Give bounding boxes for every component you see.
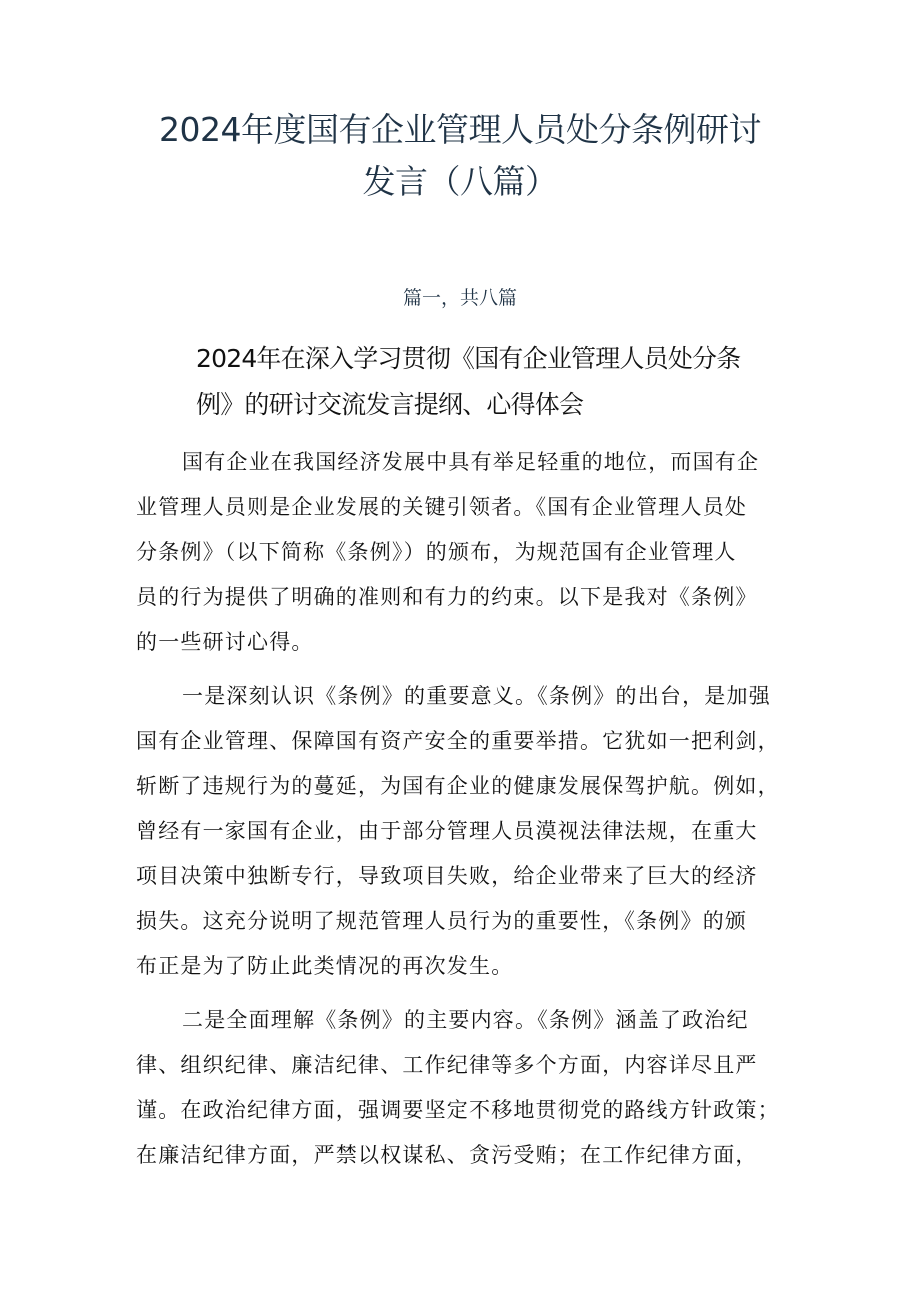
paragraph-line: 员的行为提供了明确的准则和有力的约束。以下是我对《条例》 [136, 585, 758, 609]
paragraph-3 [136, 998, 788, 1178]
document-title-line: 2024年度国有企业管理人员处分条例研讨 [159, 110, 761, 149]
document-title [100, 104, 820, 208]
article-title-line: 2024年在深入学习贯彻《国有企业管理人员处分条 [196, 344, 741, 373]
article-title-line: 例》的研讨交流发言提纲、心得体会 [196, 390, 584, 419]
paragraph-1 [136, 440, 788, 665]
paragraph-line: 布正是为了防止此类情况的再次发生。 [136, 954, 514, 978]
article-title [196, 336, 796, 428]
paragraph-line: 律、组织纪律、廉洁纪律、工作纪律等多个方面，内容详尽且严 [136, 1053, 758, 1077]
paragraph-line: 斩断了违规行为的蔓延，为国有企业的健康发展保驾护航。例如， [136, 774, 780, 798]
paragraph-line: 的一些研讨心得。 [136, 630, 314, 654]
paragraph-line: 损失。这充分说明了规范管理人员行为的重要性，《条例》的颁 [136, 909, 748, 933]
paragraph-line: 在廉洁纪律方面，严禁以权谋私、贪污受贿；在工作纪律方面， [136, 1143, 758, 1167]
section-label: 篇一，共八篇 [402, 287, 517, 309]
paragraph-line: 谨。在政治纪律方面，强调要坚定不移地贯彻党的路线方针政策； [136, 1098, 780, 1122]
paragraph-line: 业管理人员则是企业发展的关键引领者。《国有企业管理人员处 [136, 495, 748, 519]
paragraph-line: 曾经有一家国有企业，由于部分管理人员漠视法律法规，在重大 [136, 819, 758, 843]
paragraph-line: 国有企业管理、保障国有资产安全的重要举措。它犹如一把利剑， [136, 729, 780, 753]
paragraph-line: 一是深刻认识《条例》的重要意义。《条例》的出台，是加强 [182, 684, 771, 708]
paragraph-2 [136, 674, 788, 989]
paragraph-line: 国有企业在我国经济发展中具有举足轻重的地位，而国有企 [182, 450, 760, 474]
paragraph-line: 二是全面理解《条例》的主要内容。《条例》涵盖了政治纪 [182, 1008, 749, 1032]
paragraph-line: 项目决策中独断专行，导致项目失败，给企业带来了巨大的经济 [136, 864, 758, 888]
paragraph-line: 分条例》（以下简称《条例》）的颁布，为规范国有企业管理人 [136, 540, 737, 564]
document-title-line: 发言（八篇） [362, 162, 558, 201]
